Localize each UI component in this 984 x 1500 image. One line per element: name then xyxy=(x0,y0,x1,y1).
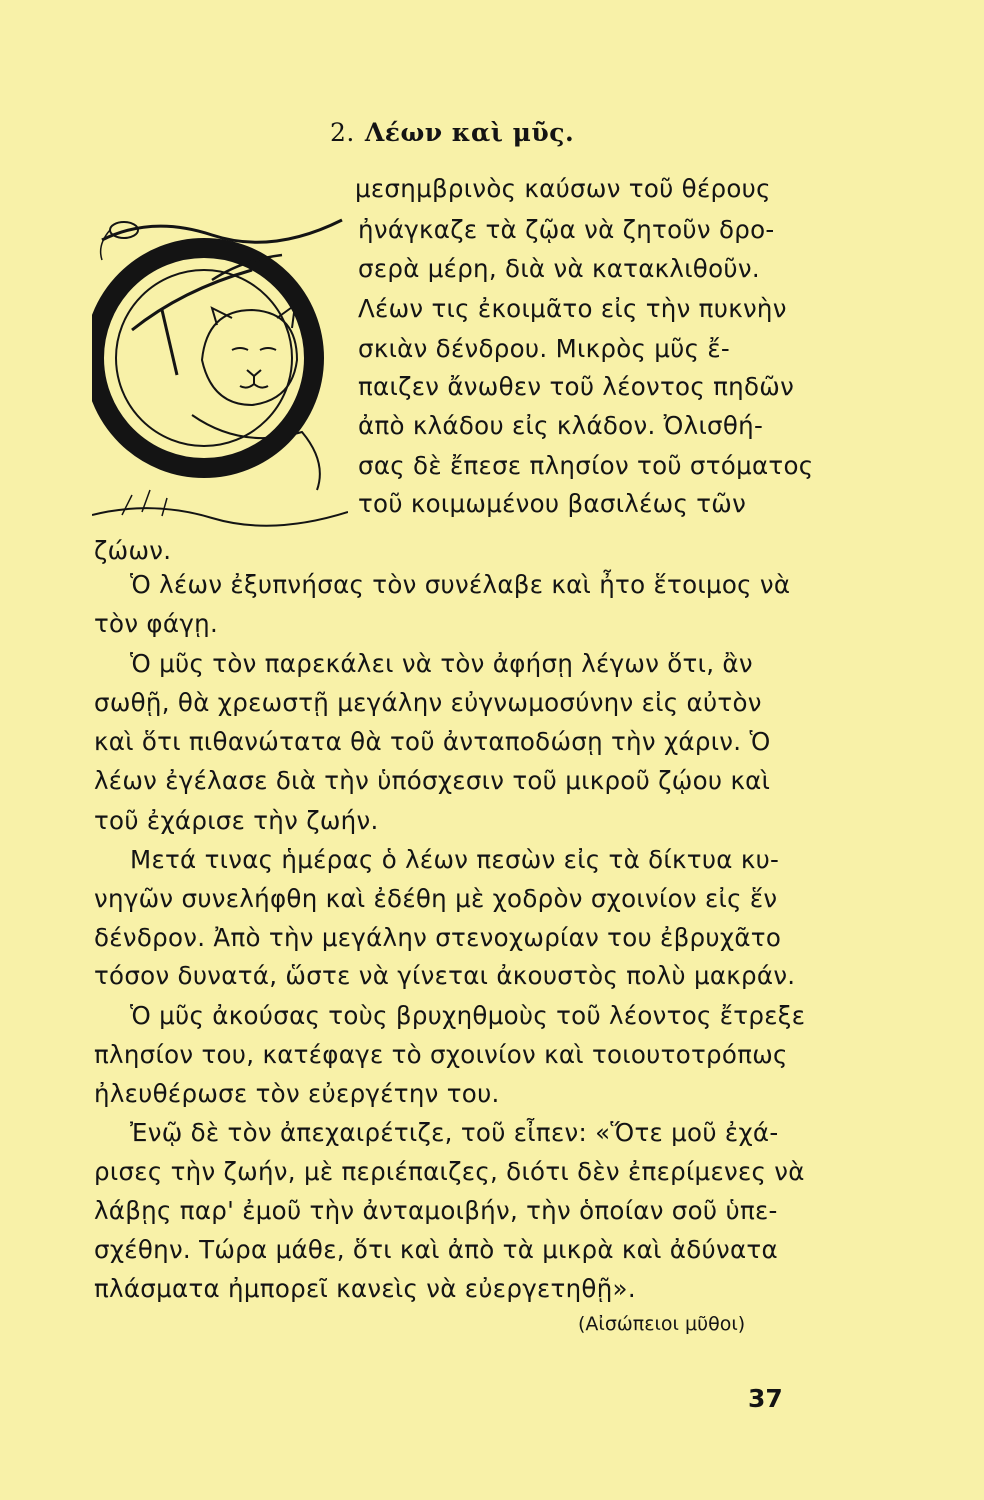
text-line: λέων ἐγέλασε διὰ τὴν ὑπόσχεσιν τοῦ μικροῦ ζῴου καὶ xyxy=(94,766,771,795)
text-line: νηγῶν συνελήφθη καὶ ἐδέθη μὲ χοδρὸν σχοινίον εἰς ἕν xyxy=(94,884,778,913)
text-line: ζώων. xyxy=(94,536,172,565)
text-line: σας δὲ ἔπεσε πλησίον τοῦ στόματος xyxy=(358,451,814,480)
text-line: μεσημβρινὸς καύσων τοῦ θέρους xyxy=(355,174,771,203)
text-line: Λέων τις ἐκοιμᾶτο εἰς τὴν πυκνὴν xyxy=(358,294,787,323)
text-line: τοῦ ἐχάρισε τὴν ζωήν. xyxy=(94,806,379,835)
text-line: ἠνάγκαζε τὰ ζῷα νὰ ζητοῦν δρο- xyxy=(358,215,775,244)
text-line: πλάσματα ἠμπορεῖ κανεὶς νὰ εὐεργετηθῇ». xyxy=(94,1274,636,1303)
text-line: σχέθην. Τώρα μάθε, ὅτι καὶ ἀπὸ τὰ μικρὰ καὶ ἀδύνατα xyxy=(94,1235,778,1264)
text-line: Ὁ λέων ἐξυπνήσας τὸν συνέλαβε καὶ ἦτο ἕτοιμος νὰ xyxy=(130,570,791,599)
story-number: 2. xyxy=(330,118,355,147)
text-line: σερὰ μέρη, διὰ νὰ κατακλιθοῦν. xyxy=(358,254,760,283)
text-line: ρισες τὴν ζωήν, μὲ περιέπαιζες, διότι δὲν ἐπερίμενες νὰ xyxy=(94,1157,805,1186)
text-line: δένδρον. Ἀπὸ τὴν μεγάλην στενοχωρίαν του ἐβρυχᾶτο xyxy=(94,923,782,952)
text-line: πλησίον του, κατέφαγε τὸ σχοινίον καὶ τοιουτοτρόπως xyxy=(94,1040,788,1069)
text-line: τοῦ κοιμωμένου βασιλέως τῶν xyxy=(358,489,747,518)
text-line: σωθῇ, θὰ χρεωστῇ μεγάλην εὐγνωμοσύνην εἰς αὐτὸν xyxy=(94,688,762,717)
drop-cap-illustration xyxy=(92,200,348,530)
text-line: ἠλευθέρωσε τὸν εὐεργέτην του. xyxy=(94,1079,500,1108)
text-line: τὸν φάγῃ. xyxy=(94,609,219,638)
text-line: ἀπὸ κλάδου εἰς κλάδον. Ὀλισθή- xyxy=(358,411,764,440)
text-line: παιζεν ἄνωθεν τοῦ λέοντος πηδῶν xyxy=(358,372,795,401)
text-line: λάβῃς παρ' ἐμοῦ τὴν ἀνταμοιβήν, τὴν ὁποίαν σοῦ ὑπε- xyxy=(94,1196,778,1225)
text-line: καὶ ὅτι πιθανώτατα θὰ τοῦ ἀνταποδώσῃ τὴν χάριν. Ὁ xyxy=(94,727,771,756)
lion-drop-cap-icon xyxy=(92,200,348,530)
text-line: Ὁ μῦς ἀκούσας τοὺς βρυχηθμοὺς τοῦ λέοντος ἔτρεξε xyxy=(130,1001,806,1030)
text-line: σκιὰν δένδρου. Μικρὸς μῦς ἔ- xyxy=(358,334,731,363)
story-title xyxy=(330,118,574,147)
page-number: 37 xyxy=(748,1384,783,1413)
text-line: Ὁ μῦς τὸν παρεκάλει νὰ τὸν ἀφήσῃ λέγων ὅτι, ἂν xyxy=(130,649,753,678)
text-line: Μετά τινας ἡμέρας ὁ λέων πεσὼν εἰς τὰ δίκτυα κυ- xyxy=(130,845,780,874)
source-attribution: (Αἰσώπειοι μῦθοι) xyxy=(578,1313,746,1335)
story-title-text: Λέων καὶ μῦς. xyxy=(364,118,575,147)
text-line: τόσον δυνατά, ὥστε νὰ γίνεται ἀκουστὸς πολὺ μακράν. xyxy=(94,961,796,990)
text-line: Ἐνῷ δὲ τὸν ἀπεχαιρέτιζε, τοῦ εἶπεν: «Ὅτε μοῦ ἐχά- xyxy=(130,1118,779,1147)
